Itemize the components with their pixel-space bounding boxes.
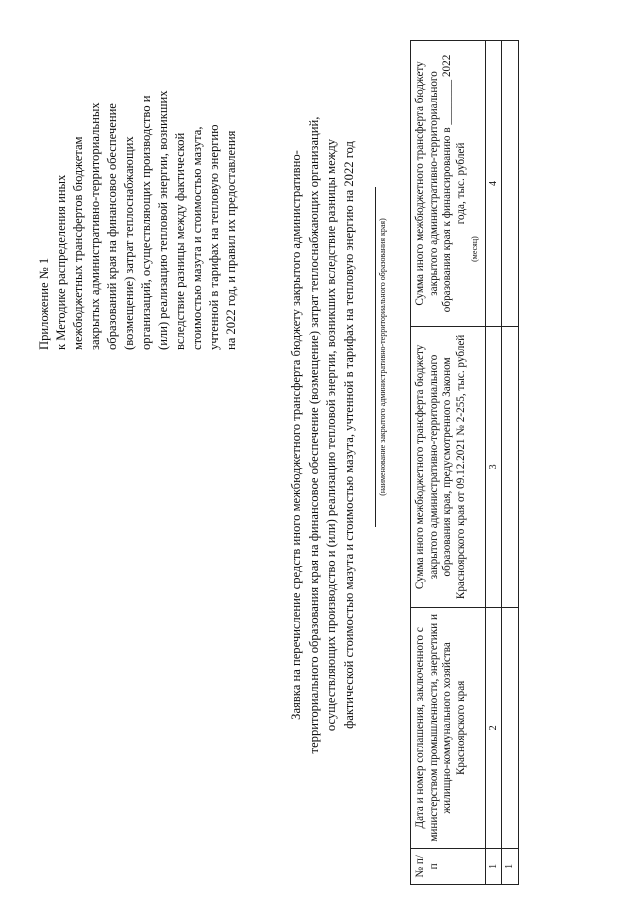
request-line: осуществляющих производство и (или) реализацию тепловой энергии, возникших вследствие разницы между	[324, 138, 338, 732]
appendix-line: вследствие разницы между фактической	[173, 132, 187, 350]
header-financing-amount	[411, 41, 486, 327]
appendix-line: (возмещение) затрат теплоснабжающих	[122, 136, 136, 350]
name-underline	[375, 187, 376, 527]
column-number: 1	[485, 848, 502, 884]
appendix-line: закрытых административно-территориальных	[88, 102, 102, 350]
name-caption: (наименование закрытого административно-территориального образования края)	[378, 218, 387, 496]
header-number: № п/п	[411, 848, 486, 884]
month-caption: (месяц)	[470, 236, 479, 262]
column-number: 2	[485, 607, 502, 848]
appendix-line: образований края на финансовое обеспечение	[105, 103, 119, 350]
header-financing-text: Сумма иного межбюджетного трансферта бюджету закрытого административно-территориального образования края к финансированию в ________ 2022 года, тыс. рублей	[414, 54, 467, 313]
table-cell	[502, 607, 519, 848]
table-header-row	[411, 41, 486, 885]
table-cell: 1	[502, 848, 519, 884]
appendix-line: Приложение № 1	[37, 257, 51, 350]
appendix-line: организаций, осуществляющих производство и	[139, 95, 153, 350]
table-cell	[502, 326, 519, 607]
request-line: Заявка на перечисление средств иного межбюджетного трансферта бюджету закрытого административно-	[289, 150, 303, 720]
appendix-line: стоимостью мазута и стоимостью мазута,	[190, 126, 204, 350]
table-row	[502, 41, 519, 885]
request-table	[410, 40, 519, 885]
header-agreement: Дата и номер соглашения, заключенного с министерством промышленности, энергетики и жилищно-коммунального хозяйства Красноярского края	[411, 607, 486, 848]
appendix-line: к Методике распределения иных	[54, 174, 68, 350]
column-number: 3	[485, 326, 502, 607]
appendix-block	[36, 10, 240, 350]
request-line: территориального образования края на финансовое обеспечение (возмещение) затрат теплоснабжающих организаций,	[306, 116, 321, 754]
column-number: 4	[485, 41, 502, 327]
appendix-line: межбюджетных трансфертов бюджетам	[71, 136, 85, 350]
table-cell	[502, 41, 519, 327]
table-number-row	[485, 41, 502, 885]
header-law-amount: Сумма иного межбюджетного трансферта бюджету закрытого административно-территориального образования края, предусмотренного Законом Красноярского края от 09.12.2021 № 2-255, тыс. рублей	[411, 326, 486, 607]
appendix-line: (или) реализацию тепловой энергии, возникших	[156, 90, 170, 350]
request-title	[288, 35, 358, 835]
appendix-line: на 2022 год, и правил их предоставления	[224, 130, 238, 350]
request-line: фактической стоимостью мазута и стоимостью мазута, учтенной в тарифах на тепловую энергию на 2022 год	[341, 141, 356, 729]
appendix-line: учтенной в тарифах на тепловую энергию	[207, 124, 221, 350]
